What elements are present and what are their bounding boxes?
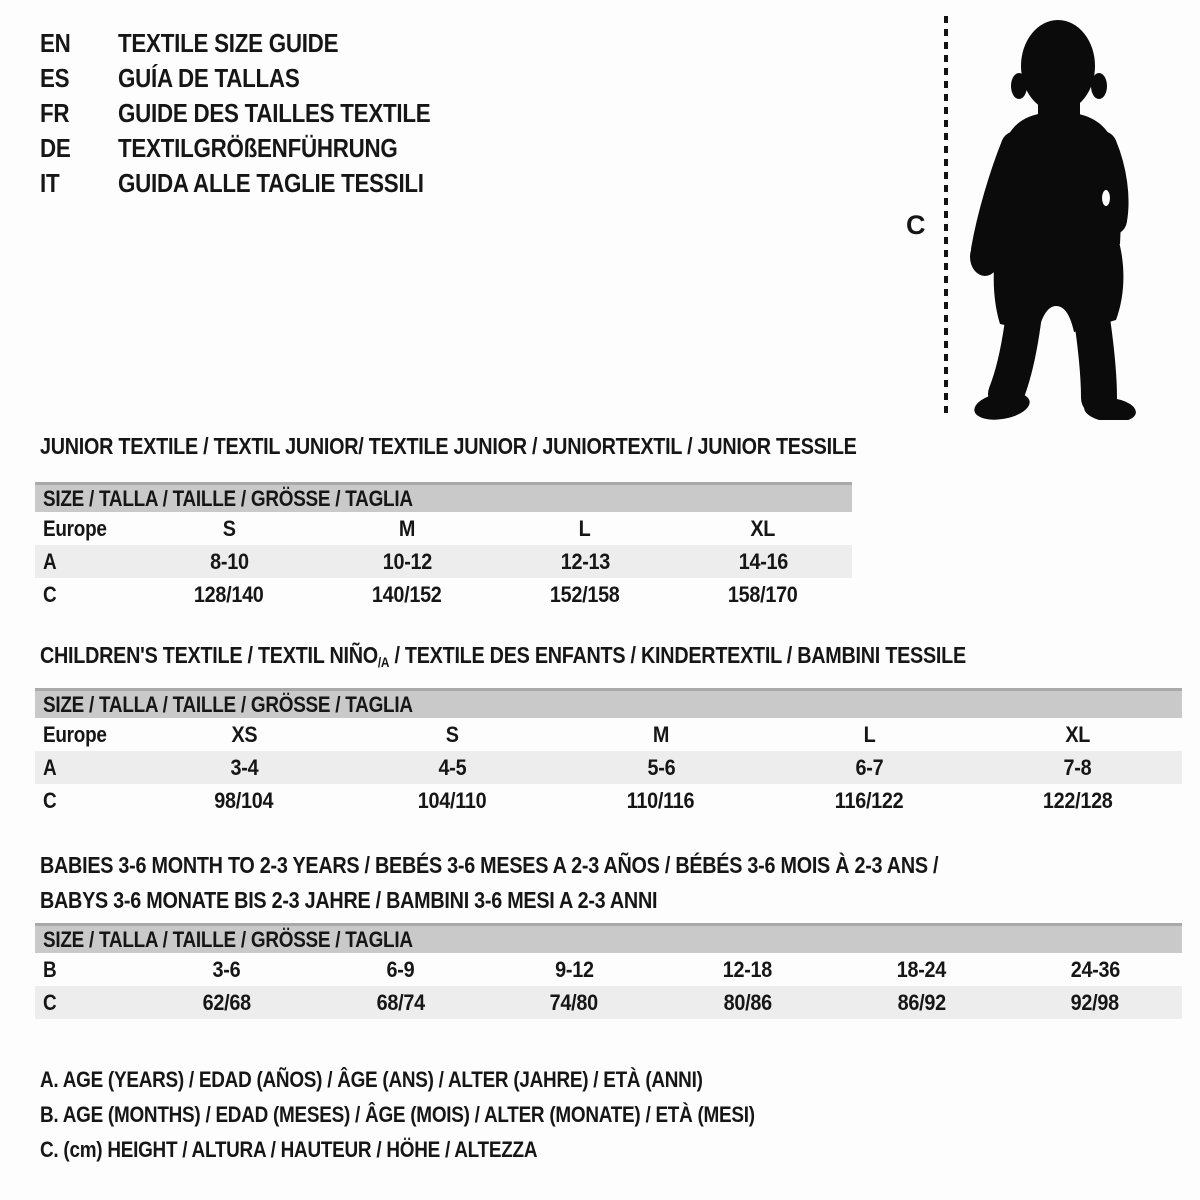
row-label: Europe	[43, 515, 107, 541]
row-label: Europe	[43, 721, 107, 747]
value-cell: 98/104	[214, 787, 274, 813]
guide-title-de: TEXTILGRÖßENFÜHRUNG	[118, 133, 398, 163]
value-cell: 12-18	[723, 956, 773, 982]
value-cell: 24-36	[1070, 956, 1120, 982]
language-code: IT	[40, 168, 60, 198]
size-header-bar	[35, 688, 1182, 718]
junior-size-table	[35, 482, 852, 611]
size-header-bar	[35, 923, 1182, 953]
size-header-bar	[35, 482, 852, 512]
guide-title-es: GUÍA DE TALLAS	[118, 63, 300, 93]
children-size-table	[35, 688, 1182, 817]
table-row-height	[35, 784, 1182, 817]
babies-section-title	[40, 848, 1085, 918]
children-section-title: CHILDREN'S TEXTILE / TEXTIL $NIÑO_{/A}$ / TEXTILE DES ENFANTS / KINDERTEXTIL / BAMBINI TESSILE	[40, 642, 966, 670]
legend-line-c: C. (cm) HEIGHT / ALTURA / HAUTEUR / HÖHE / ALTEZZA	[40, 1136, 538, 1162]
table-row-height	[35, 578, 852, 611]
size-header-label: SIZE / TALLA / TAILLE / GRÖSSE / TAGLIA	[43, 485, 413, 511]
size-cell: M	[398, 515, 416, 541]
toddler-silhouette-image	[958, 14, 1148, 420]
measurement-legend	[40, 1062, 871, 1167]
value-cell: 62/68	[202, 989, 251, 1015]
value-cell: 6-9	[386, 956, 415, 982]
table-row-age	[35, 545, 852, 578]
value-cell: 116/122	[835, 787, 904, 813]
value-cell: 3-4	[230, 754, 259, 780]
value-cell: 158/170	[728, 581, 798, 607]
language-row-es	[40, 61, 481, 96]
value-cell: 110/116	[627, 787, 695, 813]
value-cell: 68/74	[376, 989, 425, 1015]
value-cell: 7-8	[1063, 754, 1092, 780]
table-row-europe	[35, 512, 852, 545]
language-row-fr	[40, 96, 481, 131]
table-row-months	[35, 953, 1182, 986]
value-cell: 18-24	[896, 956, 947, 982]
size-cell: XS	[231, 721, 258, 747]
value-cell: 9-12	[554, 956, 594, 982]
value-cell: 86/92	[897, 989, 946, 1015]
nino-a-subscript: /A	[377, 655, 390, 670]
size-cell: M	[652, 721, 670, 747]
value-cell: 140/152	[372, 581, 442, 607]
junior-section-title: JUNIOR TEXTILE / TEXTIL JUNIOR/ TEXTILE JUNIOR / JUNIORTEXTIL / JUNIOR TESSILE	[40, 433, 857, 459]
measure-label-c: C	[906, 210, 926, 240]
babies-title-line2: BABYS 3-6 MONATE BIS 2-3 JAHRE / BAMBINI 3-6 MESI A 2-3 ANNI	[40, 887, 658, 913]
table-row-age	[35, 751, 1182, 784]
size-cell: L	[579, 515, 591, 541]
value-cell: 4-5	[438, 754, 467, 780]
row-label: A	[43, 754, 57, 780]
size-cell: XL	[750, 515, 776, 541]
value-cell: 92/98	[1071, 989, 1120, 1015]
value-cell: 5-6	[647, 754, 675, 780]
table-row-europe	[35, 718, 1182, 751]
size-cell: XL	[1065, 721, 1091, 747]
babies-title-line1: BABIES 3-6 MONTH TO 2-3 YEARS / BEBÉS 3-6 MESES A 2-3 AÑOS / BÉBÉS 3-6 MOIS À 2-3 ANS /	[40, 852, 939, 878]
value-cell: 104/110	[418, 787, 487, 813]
language-code: DE	[40, 133, 71, 163]
row-label: C	[43, 787, 57, 813]
legend-line-a: A. AGE (YEARS) / EDAD (AÑOS) / ÂGE (ANS) / ALTER (JAHRE) / ETÀ (ANNI)	[40, 1066, 703, 1092]
value-cell: 3-6	[212, 956, 241, 982]
size-cell: S	[222, 515, 236, 541]
language-title-list	[40, 26, 481, 201]
row-label: B	[43, 956, 57, 982]
language-code: EN	[40, 28, 71, 58]
value-cell: 152/158	[550, 581, 620, 607]
size-cell: S	[446, 721, 460, 747]
size-header-label: SIZE / TALLA / TAILLE / GRÖSSE / TAGLIA	[43, 926, 413, 952]
size-cell: L	[863, 721, 876, 747]
guide-title-fr: GUIDE DES TAILLES TEXTILE	[118, 98, 431, 128]
language-row-de	[40, 131, 481, 166]
row-label: A	[43, 548, 57, 574]
value-cell: 6-7	[855, 754, 884, 780]
guide-title-en: TEXTILE SIZE GUIDE	[118, 28, 339, 58]
value-cell: 74/80	[550, 989, 599, 1015]
height-dashed-line	[944, 16, 948, 416]
language-row-en	[40, 26, 481, 61]
value-cell: 122/128	[1042, 787, 1113, 813]
value-cell: 8-10	[209, 548, 249, 574]
legend-line-b: B. AGE (MONTHS) / EDAD (MESES) / ÂGE (MOIS) / ALTER (MONATE) / ETÀ (MESI)	[40, 1101, 755, 1127]
size-header-label: SIZE / TALLA / TAILLE / GRÖSSE / TAGLIA	[43, 691, 413, 717]
language-code: FR	[40, 98, 70, 128]
guide-title-it: GUIDA ALLE TAGLIE TESSILI	[118, 168, 424, 198]
value-cell: 12-13	[560, 548, 610, 574]
table-row-height	[35, 986, 1182, 1019]
row-label: C	[43, 989, 57, 1015]
value-cell: 80/86	[723, 989, 772, 1015]
language-code: ES	[40, 63, 70, 93]
value-cell: 10-12	[382, 548, 432, 574]
language-row-it	[40, 166, 481, 201]
value-cell: 14-16	[738, 548, 788, 574]
value-cell: 128/140	[194, 581, 264, 607]
babies-size-table	[35, 923, 1182, 1019]
row-label: C	[43, 581, 57, 607]
